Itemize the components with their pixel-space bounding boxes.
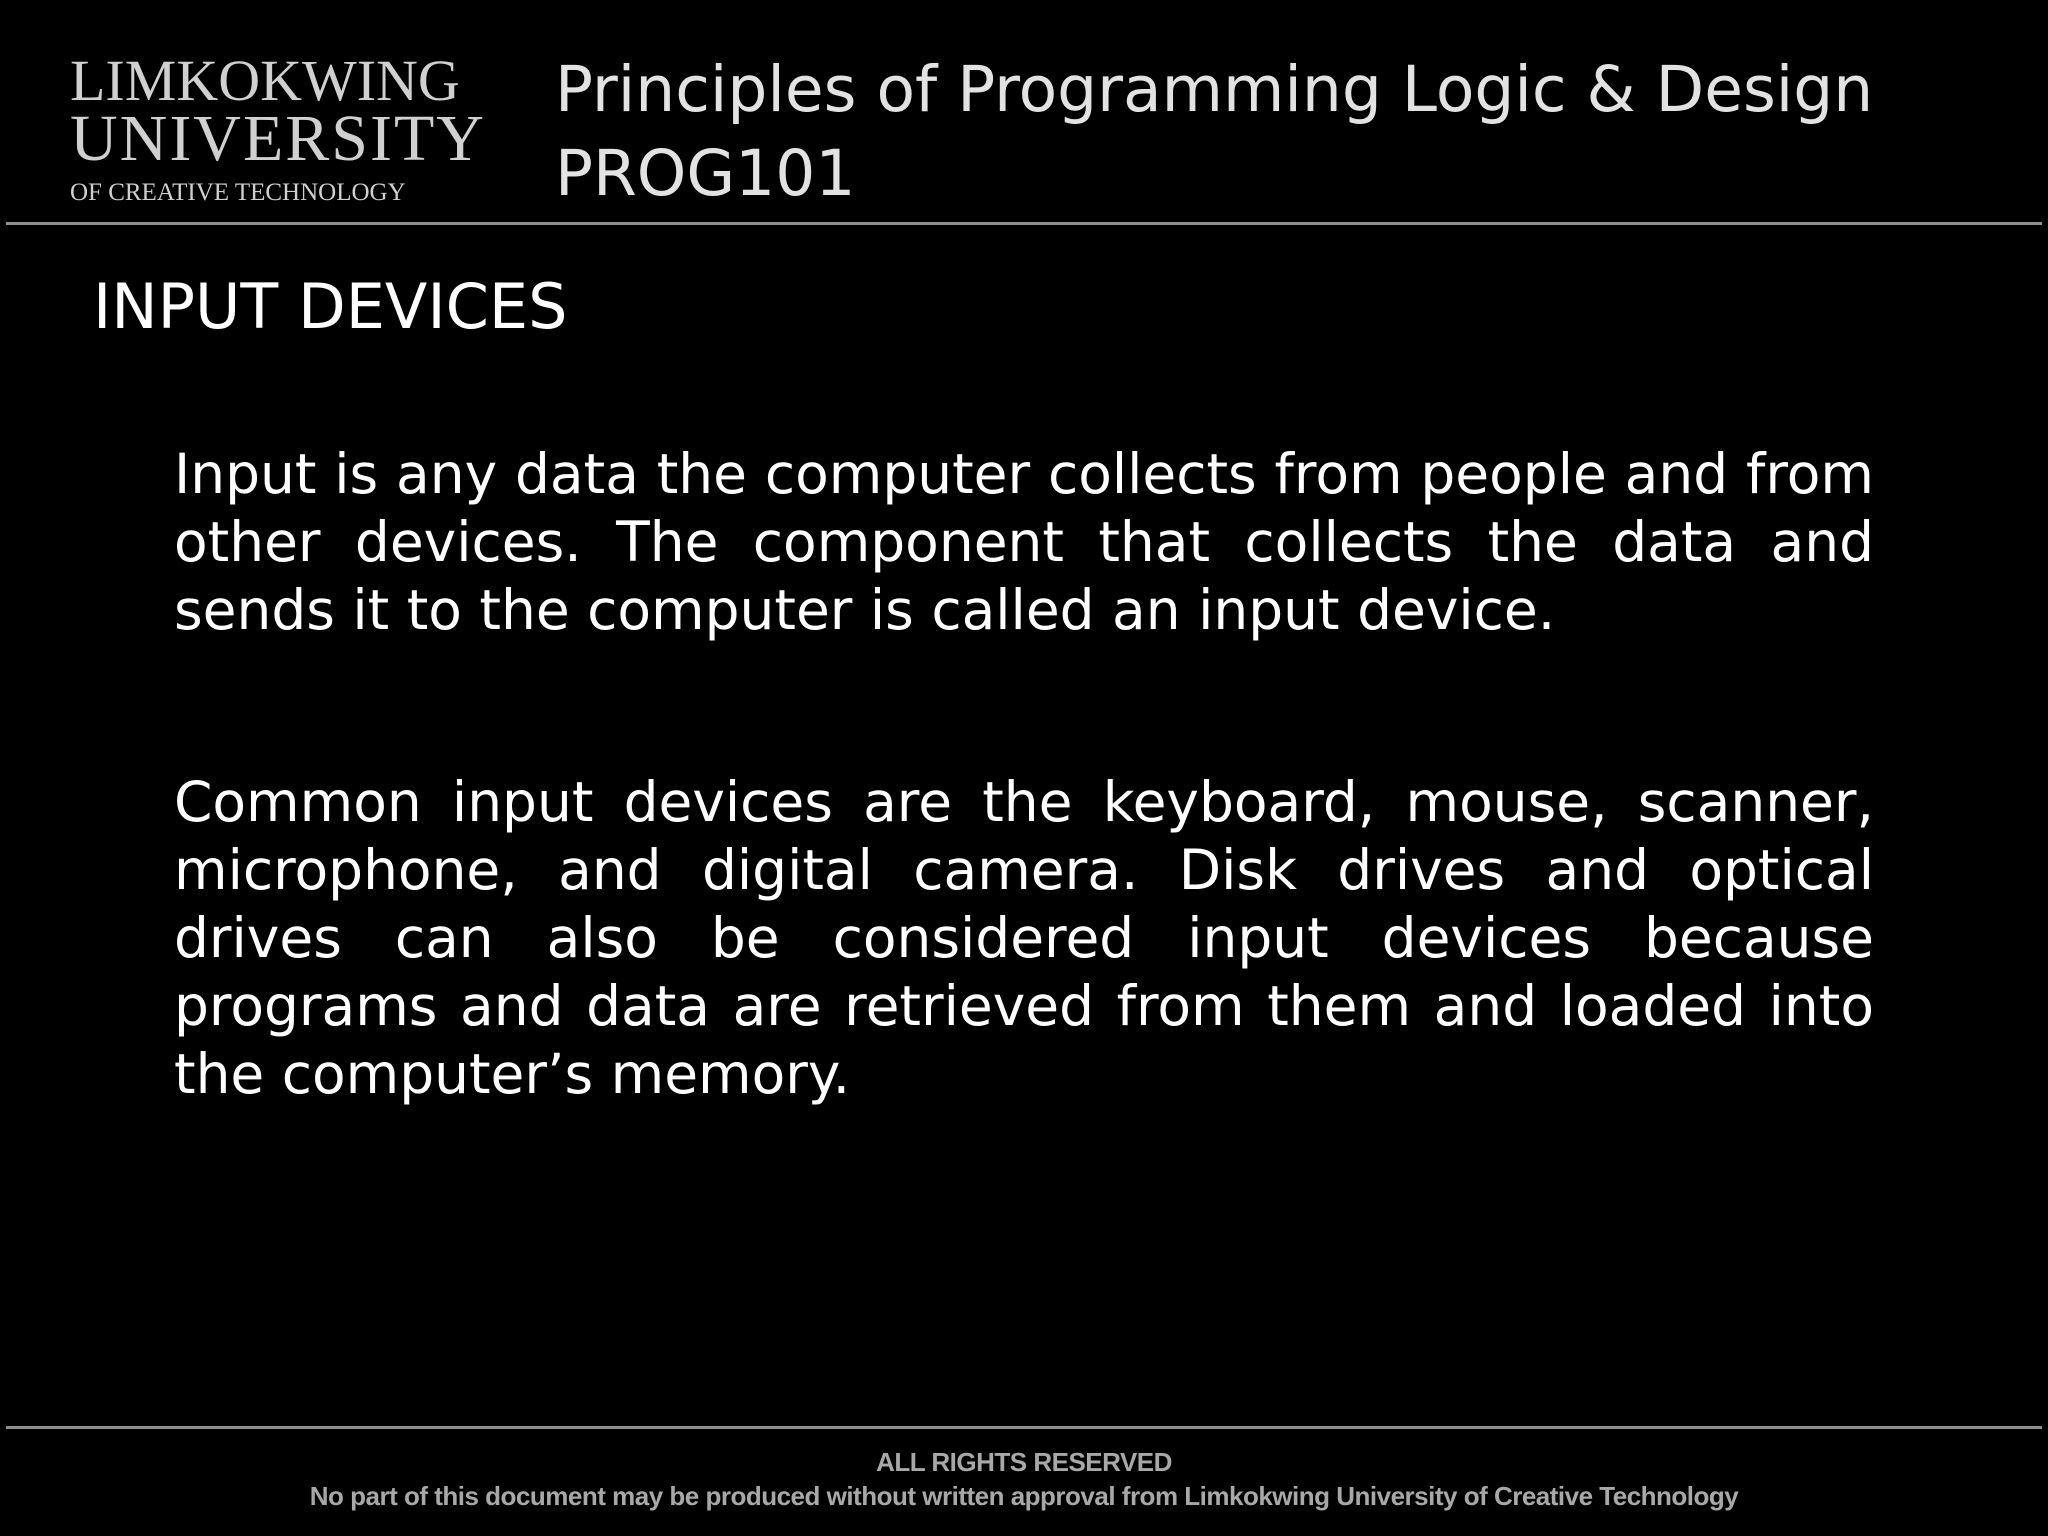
course-title: Principles of Programming Logic & Design [555,53,1874,126]
logo-line-university: UNIVERSITY [70,102,486,175]
header-divider [6,222,2042,225]
footer-rights: ALL RIGHTS RESERVED [876,1447,1172,1477]
paragraph-common-devices: Common input devices are the keyboard, mouse, scanner, microphone, and digital camera. Disk drives and optical drives can also be considered input devices because programs and data are retrieved from them and loaded into the computer’s memory. [174,770,1874,1106]
footer-divider [6,1426,2042,1429]
logo-line-limkokwing: LIMKOKWING [70,48,460,113]
university-logo [70,48,490,206]
paragraph-input-definition: Input is any data the computer collects from people and from other devices. The component that collects the data and sends it to the computer is called an input device. [174,442,1874,642]
slide-heading: INPUT DEVICES [93,270,568,343]
footer-notice: No part of this document may be produced without written approval from Limkokwing University of Creative Technology [309,1481,1739,1511]
logo-line-tagline: OF CREATIVE TECHNOLOGY [70,179,406,206]
course-code: PROG101 [555,137,856,210]
course-header [555,48,1873,216]
